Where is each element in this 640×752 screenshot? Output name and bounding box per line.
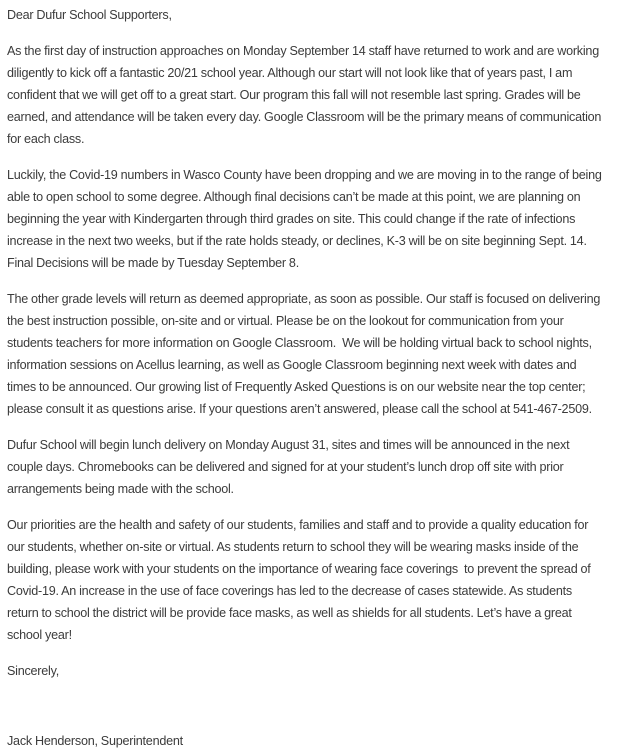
- letter-paragraph-2: Luckily, the Covid-19 numbers in Wasco County have been dropping and we are moving in to the range of being able to open school to some degree. Although final decisions can’t be made at this point, we are planning on beginning the year with Kindergarten through third grades on site. This could change if the rate of infections increase in the next two weeks, but if the rate holds steady, or declines, K-3 will be on site beginning Sept. 14. Final Decisions will be made by Tuesday September 8.: [7, 167, 605, 270]
- letter-signature: Jack Henderson, Superintendent: [7, 733, 183, 748]
- signature-space: [7, 682, 632, 730]
- letter-paragraph-3: The other grade levels will return as deemed appropriate, as soon as possible. Our staff is focused on delivering the best instruction possible, on-site and or virtual. Please be on the lookout for communication from your students teachers for more information on Google Classroom. We will be holding virtual back to school nights, information sessions on Acellus learning, as well as Google Classroom beginning next week with dates and times to be announced. Our growing list of Frequently Asked Questions is on our website near the top center; please consult it as questions arise. If your questions aren’t answered, please call the school at 541-467-2509.: [7, 291, 604, 416]
- letter-paragraph-4: Dufur School will begin lunch delivery on Monday August 31, sites and times will be announced in the next couple days. Chromebooks can be delivered and signed for at your student’s lunch drop off site with prior arrangements being made with the school.: [7, 437, 573, 496]
- letter-paragraph-1: As the first day of instruction approaches on Monday September 14 staff have returned to work and are working diligently to kick off a fantastic 20/21 school year. Although our start will not look like that of years past, I am confident that we will get off to a great start. Our program this fall will not resemble last spring. Grades will be earned, and attendance will be taken every day. Google Classroom will be the primary means of communication for each class.: [7, 43, 605, 146]
- letter-closing: Sincerely,: [7, 663, 59, 678]
- letter-salutation: Dear Dufur School Supporters,: [7, 7, 172, 22]
- letter-paragraph-5: Our priorities are the health and safety of our students, families and staff and to provide a quality education for our students, whether on-site or virtual. As students return to school they will be wearing masks inside of the building, please work with your students on the importance of wearing face coverings to prevent the spread of Covid-19. An increase in the use of face coverings has led to the decrease of cases statewide. As students return to school the district will be provide face masks, as well as shields for all students. Let’s have a great school year!: [7, 517, 594, 642]
